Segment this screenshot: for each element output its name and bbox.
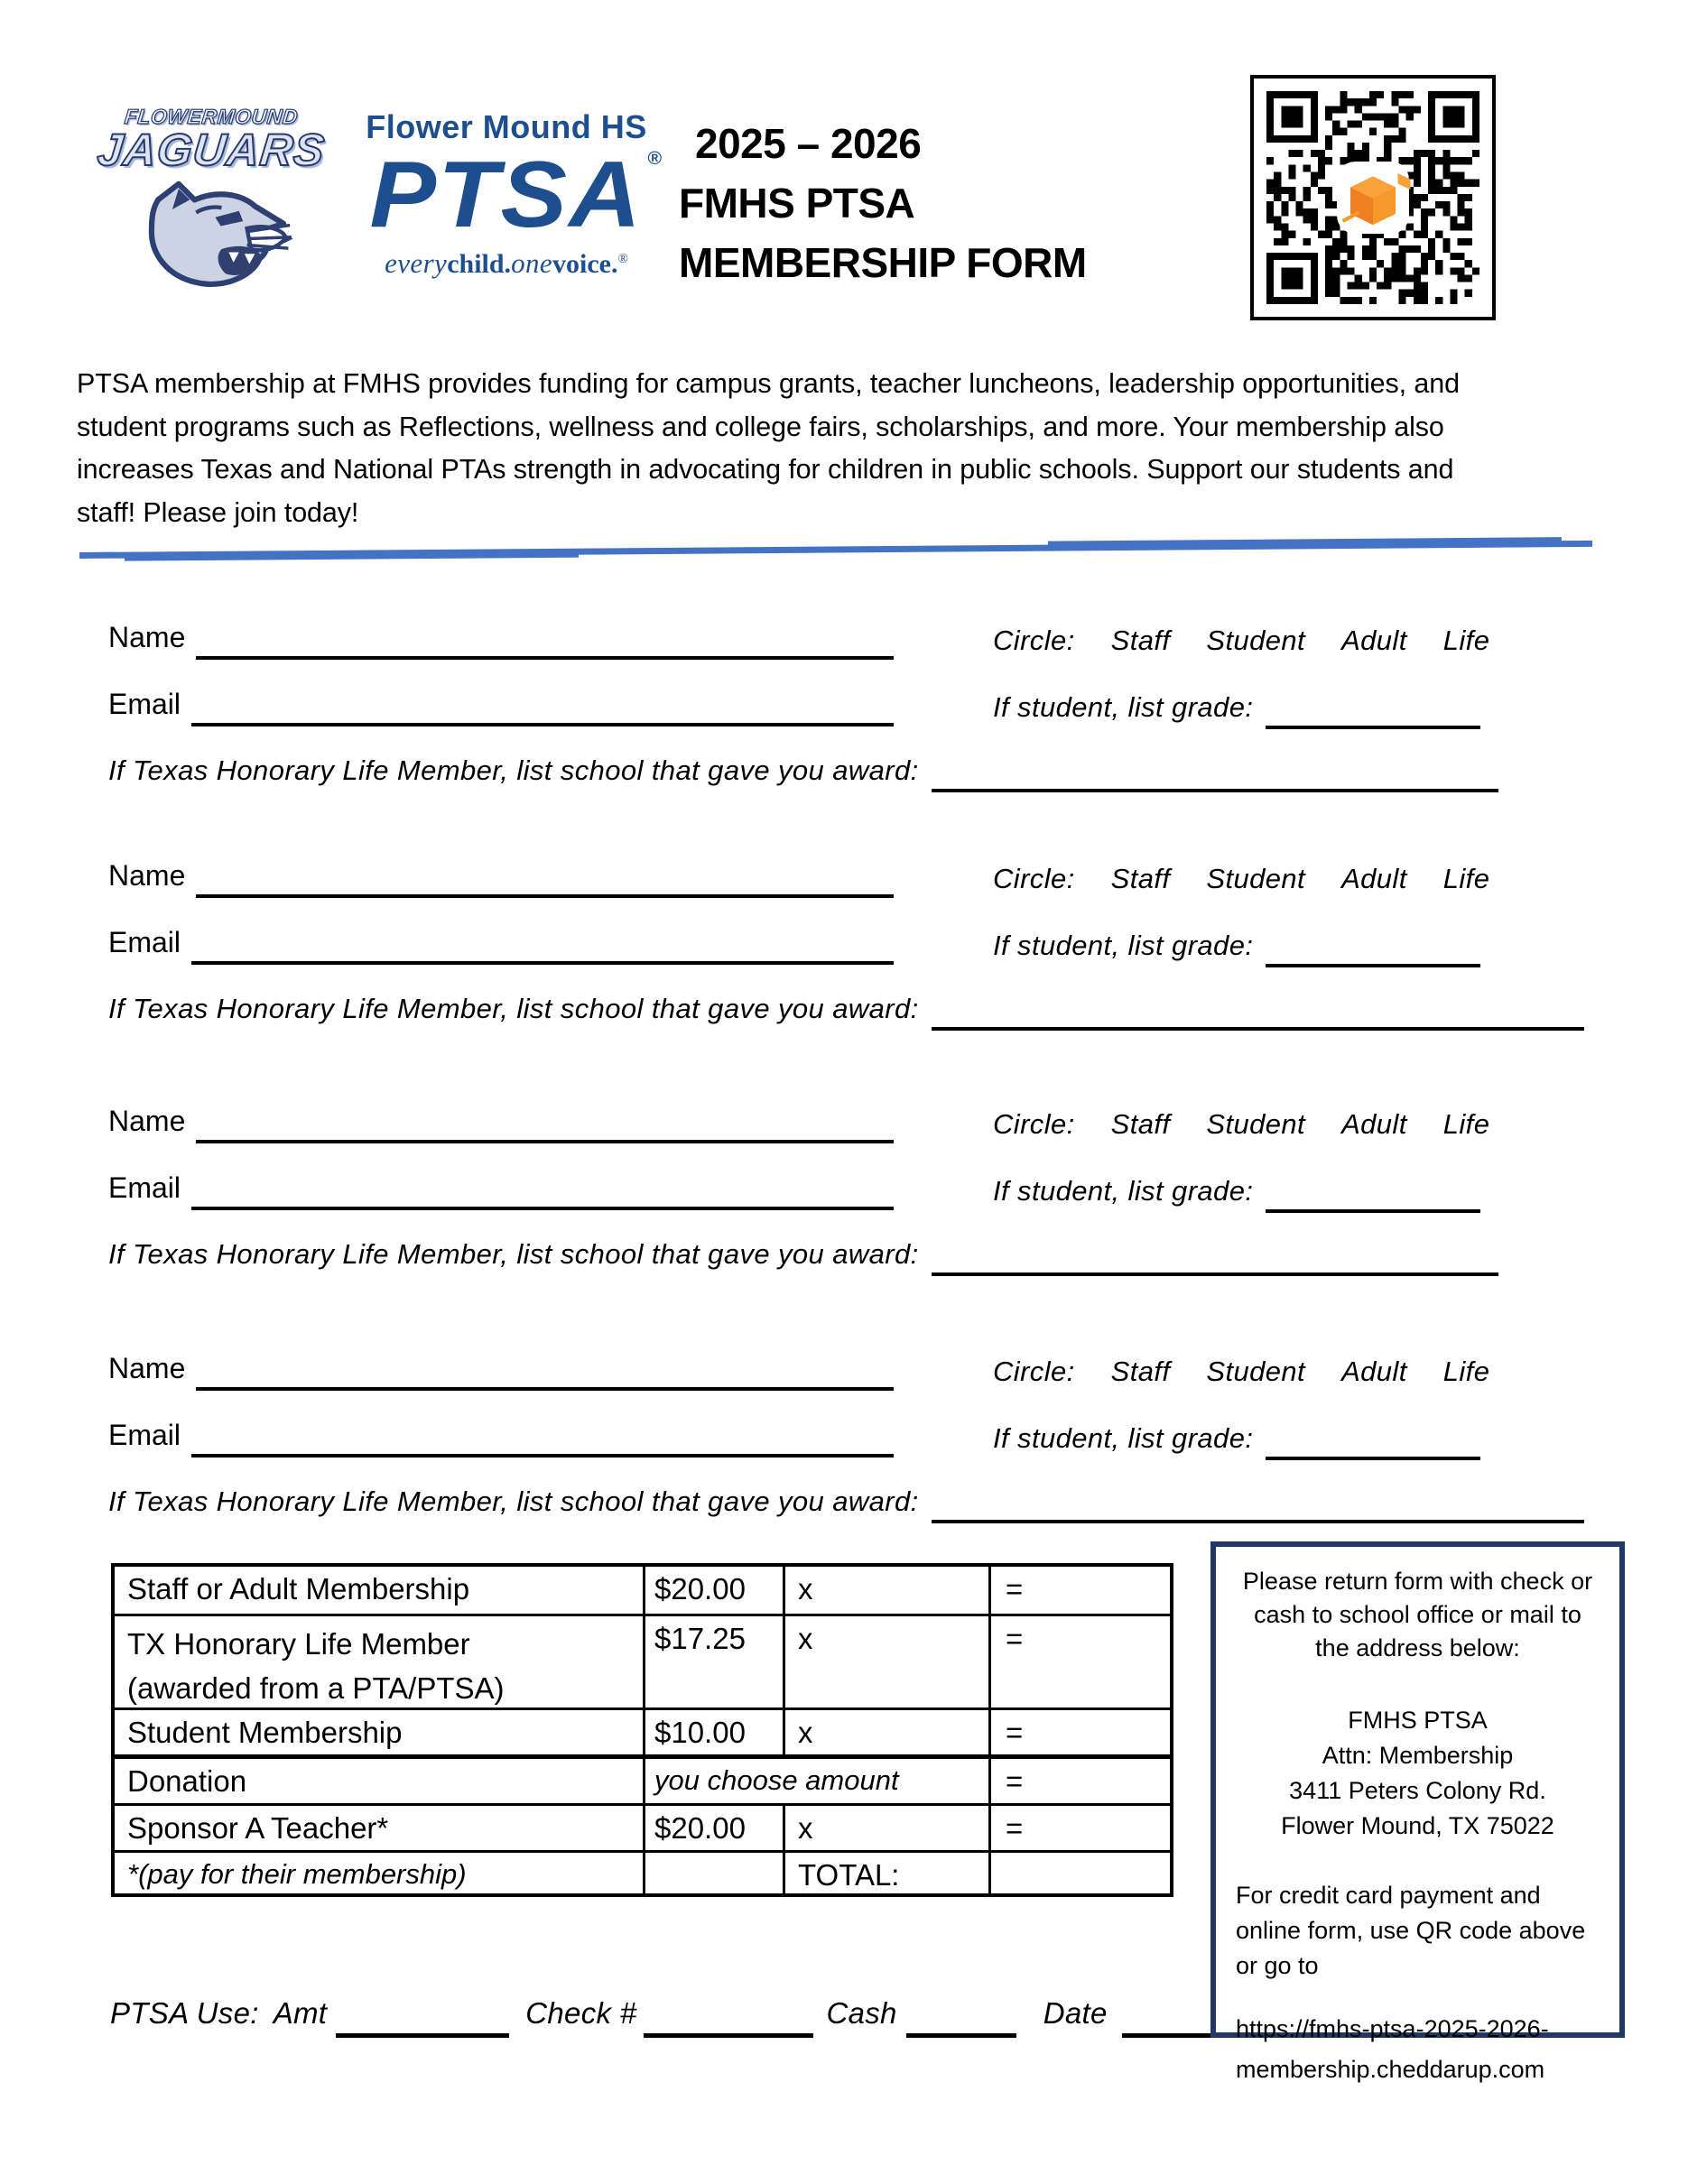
check-number-blank-line[interactable] [644, 2033, 813, 2038]
item-cell: Sponsor A Teacher* [127, 1811, 389, 1845]
form-title [679, 114, 1087, 292]
amt-label: Amt [273, 1996, 328, 2030]
circle-instruction: Circle: [993, 1108, 1075, 1140]
circle-option-life[interactable]: Life [1442, 625, 1490, 656]
name-label: Name [108, 1352, 186, 1384]
empty-cell [643, 1853, 783, 1893]
payment-url[interactable]: https://fmhs-ptsa-2025-2026-membership.cheddarup.com [1236, 2015, 1549, 2083]
grade-blank-line[interactable] [1266, 964, 1480, 967]
email-blank-line[interactable] [191, 1454, 894, 1458]
online-payment-note: For credit card payment and online form, use QR code above or go to [1236, 1882, 1586, 1979]
pricing-table [111, 1563, 1173, 1897]
office-use-label: PTSA Use: [110, 1996, 259, 2030]
flower-mound-jaguars-logo [90, 105, 332, 295]
member-section-2 [108, 859, 1625, 1049]
qr-code [1250, 75, 1496, 320]
name-blank-line[interactable] [196, 894, 894, 898]
title-form: MEMBERSHIP FORM [679, 239, 1087, 286]
circle-option-life[interactable]: Life [1442, 1356, 1490, 1387]
honorary-award-label: If Texas Honorary Life Member, list school that gave you award: [108, 1485, 919, 1517]
circle-option-adult[interactable]: Adult [1341, 1108, 1407, 1140]
table-row-sponsor-teacher [115, 1803, 1170, 1850]
equals-cell[interactable]: = [988, 1759, 1170, 1803]
equals-cell[interactable]: = [988, 1567, 1170, 1614]
award-blank-line[interactable] [932, 1272, 1498, 1276]
equals-cell[interactable]: = [988, 1616, 1170, 1707]
circle-option-student[interactable]: Student [1206, 625, 1306, 656]
circle-option-student[interactable]: Student [1206, 1108, 1306, 1140]
address-line-city: Flower Mound, TX 75022 [1281, 1812, 1554, 1839]
name-blank-line[interactable] [196, 656, 894, 660]
circle-option-life[interactable]: Life [1442, 863, 1490, 894]
award-blank-line[interactable] [932, 1520, 1584, 1523]
email-label: Email [108, 1419, 181, 1451]
table-row-tx-honorary [115, 1614, 1170, 1707]
equals-cell[interactable]: = [988, 1806, 1170, 1850]
email-blank-line[interactable] [191, 723, 894, 726]
grade-blank-line[interactable] [1266, 726, 1480, 729]
price-cell: $17.25 [643, 1616, 783, 1707]
award-blank-line[interactable] [932, 1027, 1584, 1031]
title-year: 2025 – 2026 [695, 120, 922, 167]
name-blank-line[interactable] [196, 1140, 894, 1143]
address-line-org: FMHS PTSA [1348, 1707, 1488, 1734]
circle-option-staff[interactable]: Staff [1110, 625, 1171, 656]
equals-cell[interactable]: = [988, 1710, 1170, 1754]
grade-blank-line[interactable] [1266, 1209, 1480, 1213]
times-cell[interactable]: x [783, 1616, 988, 1707]
circle-instruction: Circle: [993, 1356, 1075, 1387]
circle-option-staff[interactable]: Staff [1110, 1356, 1171, 1387]
return-instructions-box [1210, 1541, 1625, 2083]
award-blank-line[interactable] [932, 789, 1498, 792]
circle-option-life[interactable]: Life [1442, 1108, 1490, 1140]
ptsa-wordmark: PTSA ® [369, 143, 663, 247]
price-cell: $20.00 [643, 1567, 783, 1614]
member-section-3 [108, 1105, 1625, 1294]
item-cell: Staff or Adult Membership [127, 1572, 470, 1606]
circle-instruction: Circle: [993, 863, 1075, 894]
price-cell: $10.00 [643, 1710, 783, 1754]
name-label: Name [108, 859, 186, 892]
circle-option-adult[interactable]: Adult [1341, 863, 1407, 894]
member-section-1 [108, 621, 1625, 810]
office-use-line [110, 1996, 1210, 2031]
circle-instruction: Circle: [993, 625, 1075, 656]
registered-mark: ® [647, 149, 663, 169]
honorary-award-label: If Texas Honorary Life Member, list school that gave you award: [108, 1238, 919, 1270]
check-number-label: Check # [525, 1996, 637, 2030]
amount-note-cell[interactable]: you choose amount [643, 1759, 988, 1803]
date-label: Date [1043, 1996, 1108, 2030]
cash-blank-line[interactable] [906, 2033, 1016, 2038]
honorary-award-label: If Texas Honorary Life Member, list school that gave you award: [108, 754, 919, 786]
grade-label: If student, list grade: [993, 1422, 1254, 1454]
header-logo-block [90, 105, 668, 295]
total-label-cell: TOTAL: [783, 1853, 988, 1893]
table-row-student [115, 1707, 1170, 1754]
cash-label: Cash [826, 1996, 897, 2030]
jaguar-head-icon [121, 176, 301, 295]
address-line-attn: Attn: Membership [1322, 1742, 1514, 1769]
honorary-award-label: If Texas Honorary Life Member, list school that gave you award: [108, 993, 919, 1024]
circle-option-adult[interactable]: Adult [1341, 625, 1407, 656]
team-name-jaguars: JAGUARS [95, 125, 328, 175]
amt-blank-line[interactable] [336, 2033, 509, 2038]
blue-divider-line [79, 541, 1592, 559]
price-cell: $20.00 [643, 1806, 783, 1850]
title-org: FMHS PTSA [679, 180, 915, 227]
ptsa-logo [348, 105, 664, 295]
table-row-total [115, 1850, 1170, 1893]
name-label: Name [108, 1105, 186, 1137]
school-name: Flower Mound HS [366, 108, 647, 145]
times-cell[interactable]: x [783, 1567, 988, 1614]
footnote-cell: *(pay for their membership) [127, 1858, 467, 1890]
table-row-staff-adult [115, 1567, 1170, 1614]
member-section-4 [108, 1352, 1625, 1541]
team-name-flowermound: FLOWERMOUND [123, 105, 300, 128]
times-cell[interactable]: x [783, 1806, 988, 1850]
ptsa-tagline: everychild.onevoice.® [385, 247, 628, 279]
grade-blank-line[interactable] [1266, 1457, 1480, 1460]
grade-label: If student, list grade: [993, 930, 1254, 961]
grade-label: If student, list grade: [993, 1175, 1254, 1207]
circle-option-adult[interactable]: Adult [1341, 1356, 1407, 1387]
item-cell: TX Honorary Life Member (awarded from a PTA/PTSA) [127, 1627, 505, 1705]
circle-option-staff[interactable]: Staff [1110, 1108, 1171, 1140]
date-blank-line[interactable] [1122, 2033, 1210, 2038]
circle-option-staff[interactable]: Staff [1110, 863, 1171, 894]
circle-option-student[interactable]: Student [1206, 863, 1306, 894]
intro-paragraph: PTSA membership at FMHS provides funding for campus grants, teacher luncheons, leadership opportunities, and student programs such as Reflections, wellness and college fairs, scholarships, and more. Your membership also increases Texas and National PTAs strength in advocating for children in public schools. Support our students and staff! Please join today! [77, 368, 1460, 528]
email-blank-line[interactable] [191, 1207, 894, 1210]
circle-option-student[interactable]: Student [1206, 1356, 1306, 1387]
grade-label: If student, list grade: [993, 691, 1254, 723]
email-label: Email [108, 1171, 181, 1204]
email-label: Email [108, 688, 181, 720]
times-cell[interactable]: x [783, 1710, 988, 1754]
total-value-cell[interactable] [988, 1853, 1170, 1893]
item-cell: Student Membership [127, 1716, 403, 1749]
mailing-address [1236, 1703, 1600, 1844]
name-label: Name [108, 621, 186, 653]
name-blank-line[interactable] [196, 1387, 894, 1391]
email-blank-line[interactable] [191, 961, 894, 965]
email-label: Email [108, 926, 181, 958]
item-cell: Donation [127, 1764, 247, 1798]
address-line-street: 3411 Peters Colony Rd. [1289, 1777, 1546, 1804]
table-row-donation [115, 1754, 1170, 1803]
return-instructions: Please return form with check or cash to school office or mail to the address below: [1242, 1568, 1593, 1661]
